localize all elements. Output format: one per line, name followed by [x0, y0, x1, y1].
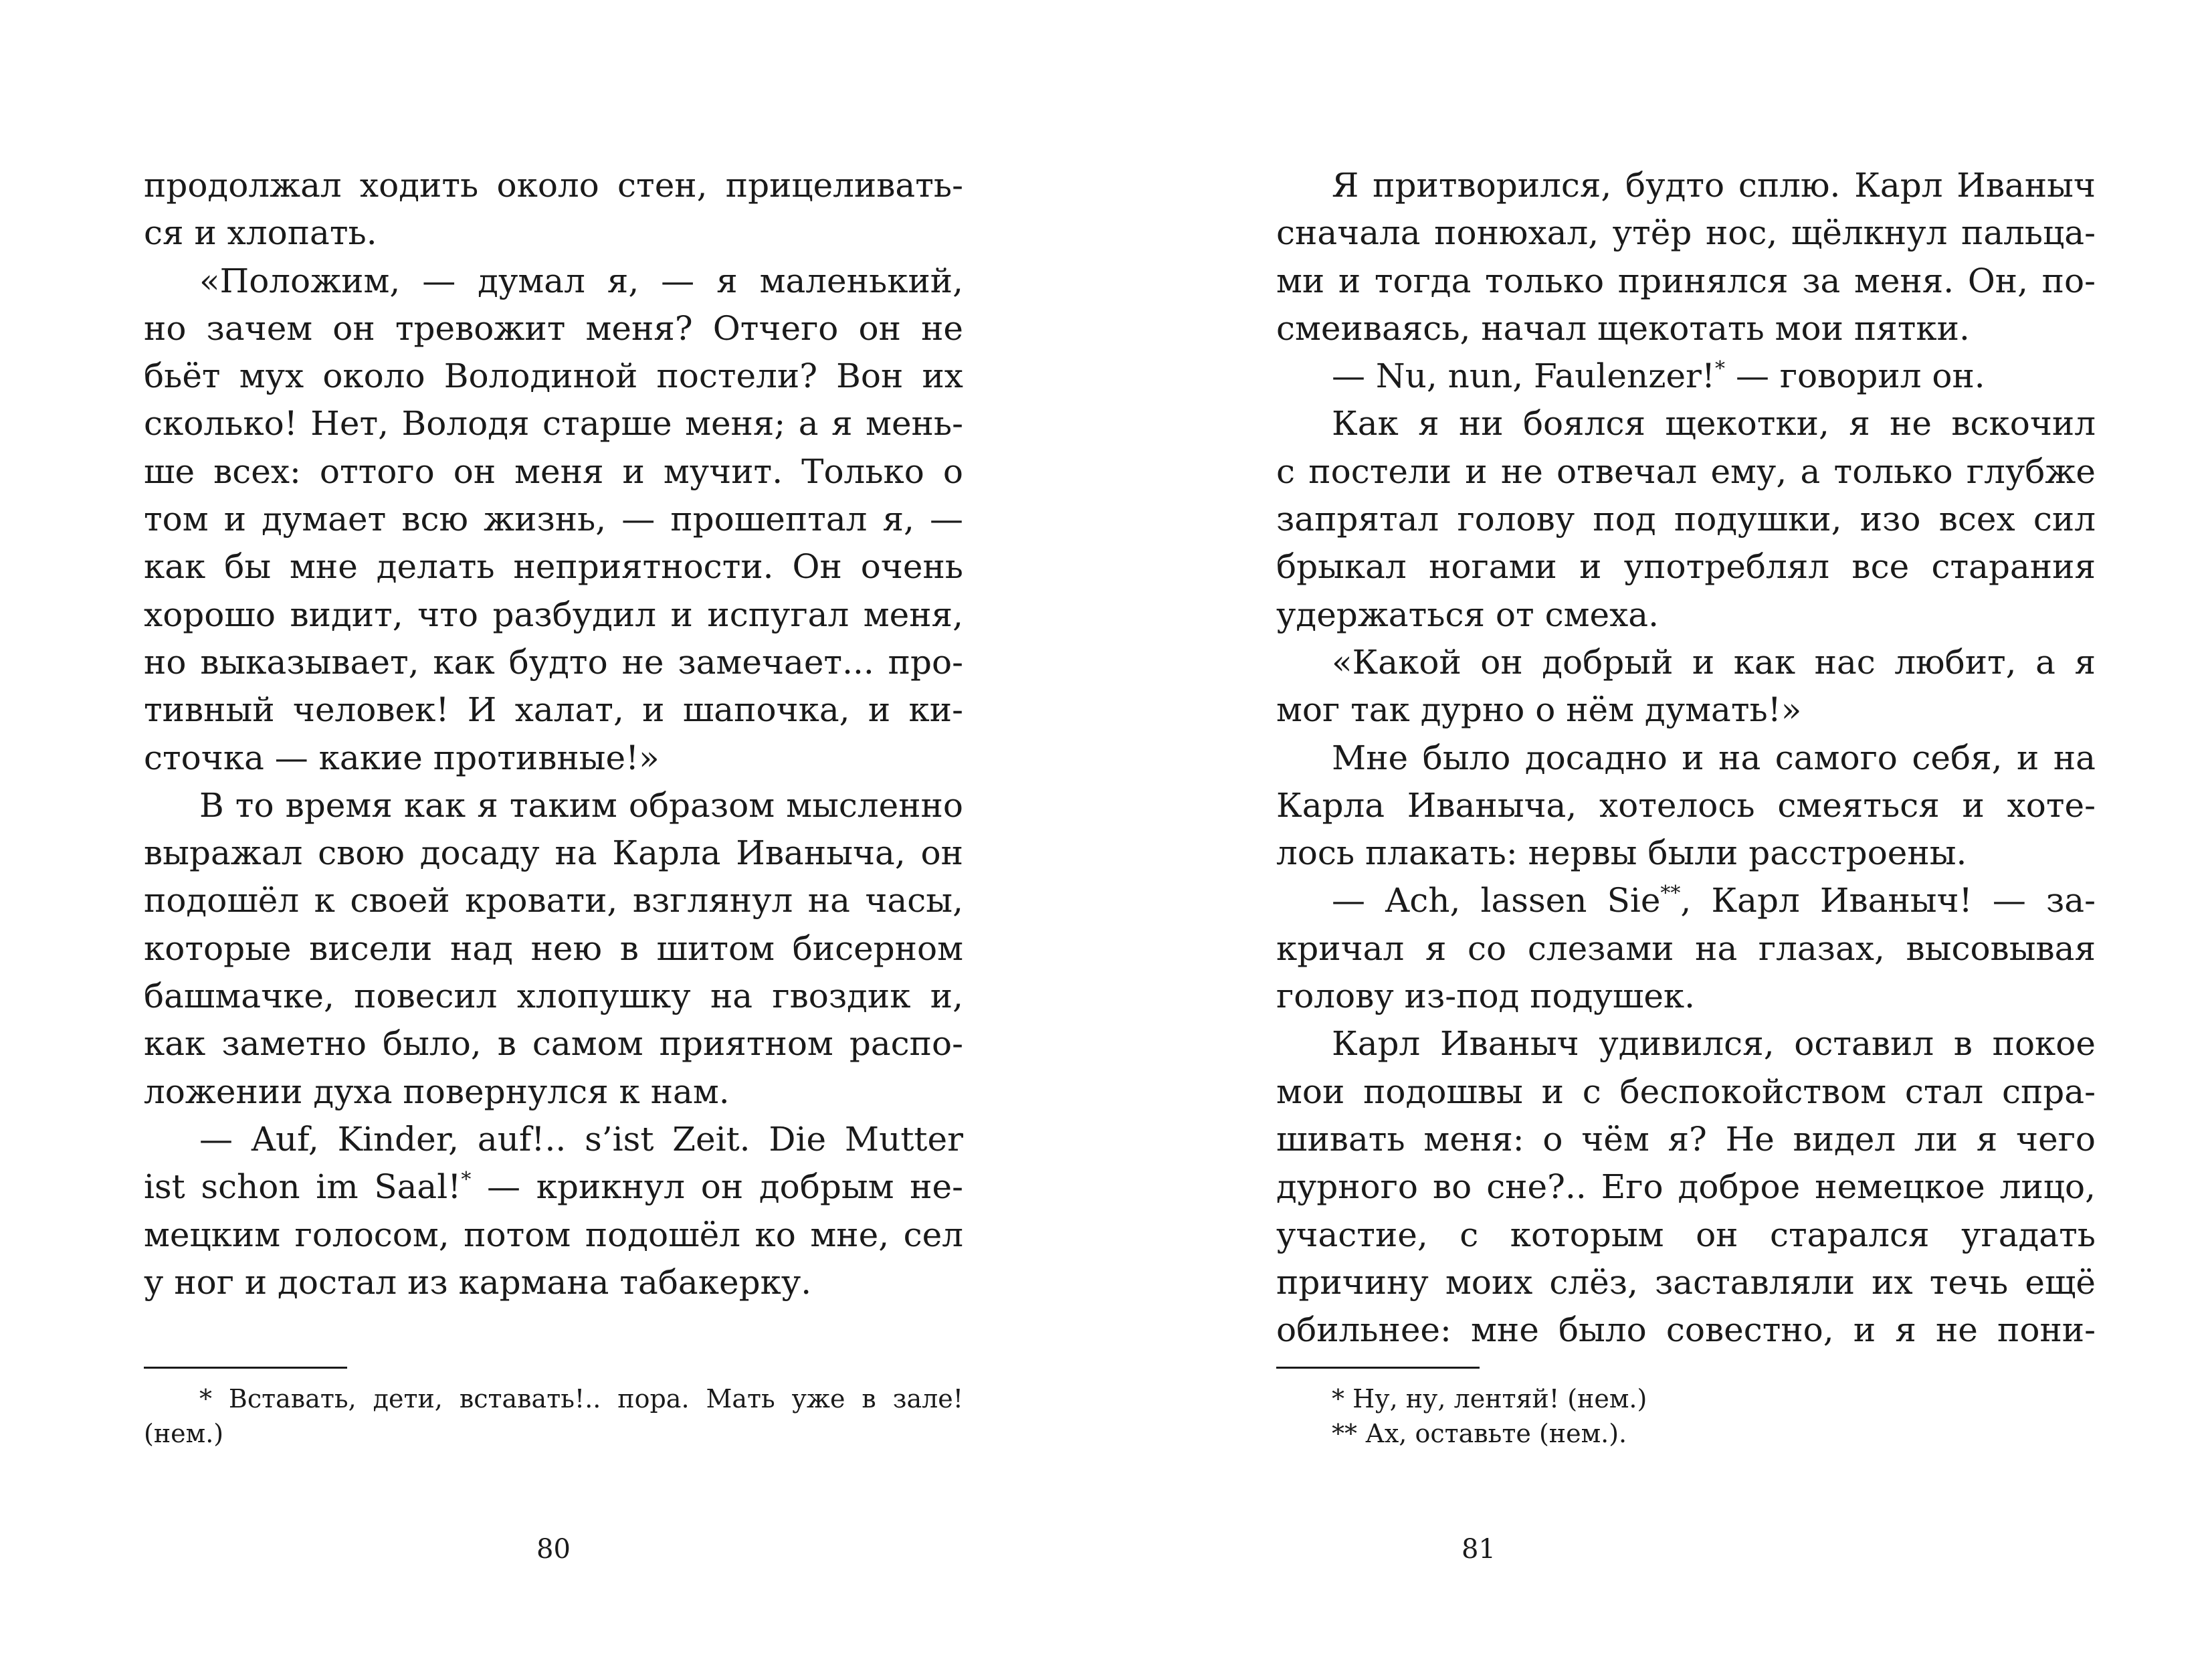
text-line	[1276, 686, 2096, 734]
text-line	[144, 686, 963, 734]
text-line	[1276, 353, 2096, 400]
left-page	[144, 0, 963, 1659]
text-line-text: кричал я со слезами на глазах, высовывая	[1276, 929, 2096, 968]
text-line	[144, 830, 963, 877]
text-line-text: продолжал ходить около стен, прицеливать-	[144, 166, 963, 205]
text-line-text: сточка — какие противные!»	[144, 738, 660, 777]
text-line	[144, 400, 963, 448]
text-line	[1276, 543, 2096, 591]
text-line	[1276, 1116, 2096, 1163]
text-line	[144, 496, 963, 543]
text-line-text: смеиваясь, начал щекотать мои пятки.	[1276, 308, 1970, 348]
text-line	[144, 639, 963, 686]
right-footnotes	[1276, 1381, 2096, 1451]
text-line-text-after-marker: — говорил он.	[1725, 357, 1985, 396]
text-line	[1276, 209, 2096, 257]
text-line	[144, 1116, 963, 1163]
footnote-line-text: * Ну, ну, лентяй! (нем.)	[1332, 1384, 1647, 1413]
text-line-text: сколько! Нет, Володя старше меня; а я мень-	[144, 404, 963, 444]
text-line	[144, 591, 963, 639]
text-line-text: Мне было досадно и на самого себя, и на	[1332, 738, 2096, 777]
text-line-text: «Какой он добрый и как нас любит, а я	[1332, 642, 2096, 682]
text-line-text: голову из-под подушек.	[1276, 977, 1696, 1016]
text-line-text: мои подошвы и с беспокойством стал спра-	[1276, 1072, 2096, 1111]
text-line	[144, 209, 963, 257]
text-line	[1276, 1020, 2096, 1068]
text-line	[144, 258, 963, 305]
footnote-marker: *	[1715, 357, 1726, 381]
footnote-line	[1276, 1416, 2096, 1451]
text-line	[1276, 639, 2096, 686]
text-line-text: обильнее: мне было совестно, и я не пони-	[1276, 1310, 2096, 1350]
footnote-marker: **	[1660, 882, 1681, 906]
text-line	[1276, 305, 2096, 353]
text-line	[1276, 258, 2096, 305]
text-line-text: шивать меня: о чём я? Не видел ли я чего	[1276, 1119, 2096, 1159]
text-line	[144, 162, 963, 209]
text-line	[1276, 782, 2096, 830]
text-line-text: мог так дурно о нём думать!»	[1276, 690, 1802, 730]
text-line-text: мецким голосом, потом подошёл ко мне, сел	[144, 1215, 963, 1254]
footnote-marker: *	[461, 1168, 472, 1192]
text-line	[1276, 877, 2096, 924]
text-line	[1276, 162, 2096, 209]
footnote-line-text: (нем.)	[144, 1419, 224, 1448]
right-page	[1276, 0, 2096, 1659]
footnote-line-text: * Вставать, дети, вставать!.. пора. Мать уже в зале!	[199, 1384, 963, 1413]
text-line-text-after-marker: — крикнул он добрым не-	[471, 1167, 964, 1207]
text-line-text: запрятал голову под подушки, изо всех сил	[1276, 500, 2096, 539]
text-line-text: Карл Иваныч удивился, оставил в покое	[1332, 1024, 2096, 1064]
text-line-text: как бы мне делать неприятности. Он очень	[144, 547, 963, 587]
text-line-text: дурного во сне?.. Его доброе немецкое лицо,	[1276, 1167, 2096, 1207]
text-line	[1276, 448, 2096, 496]
footnote-line	[1276, 1381, 2096, 1416]
text-line-text: ложении духа повернулся к нам.	[144, 1072, 730, 1111]
text-line	[1276, 735, 2096, 782]
text-line-text: — Ach, lassen Sie	[1332, 881, 1661, 920]
text-line-text: подошёл к своей кровати, взглянул на часы,	[144, 881, 963, 920]
text-line	[1276, 496, 2096, 543]
text-line	[144, 1259, 963, 1306]
text-line-text: башмачке, повесил хлопушку на гвоздик и,	[144, 977, 963, 1016]
left-page-number: 80	[536, 1534, 571, 1565]
text-line	[144, 1163, 963, 1211]
text-line	[144, 543, 963, 591]
text-line-text: но зачем он тревожит меня? Отчего он не	[144, 308, 963, 348]
footnote-line	[144, 1381, 963, 1416]
text-line-text: В то время как я таким образом мысленно	[199, 785, 963, 825]
text-line	[144, 1020, 963, 1068]
text-line	[1276, 400, 2096, 448]
text-line-text: у ног и достал из кармана табакерку.	[144, 1262, 812, 1302]
text-line	[144, 353, 963, 400]
text-line-text: брыкал ногами и употреблял все старания	[1276, 547, 2096, 587]
footnote-line-text: ** Ах, оставьте (нем.).	[1332, 1419, 1627, 1448]
text-line	[1276, 1306, 2096, 1354]
text-line	[144, 305, 963, 353]
text-line	[144, 925, 963, 973]
text-line-text: Как я ни боялся щекотки, я не вскочил	[1332, 404, 2096, 444]
text-line-text: том и думает всю жизнь, — прошептал я, —	[144, 500, 963, 539]
text-line	[144, 448, 963, 496]
text-line-text: «Положим, — думал я, — я маленький,	[199, 261, 963, 300]
text-line-text: тивный человек! И халат, и шапочка, и ки-	[144, 690, 963, 730]
text-line	[144, 877, 963, 924]
text-line-text: — Auf, Kinder, auf!.. s’ist Zeit. Die Mutter	[199, 1119, 963, 1159]
text-line-text: которые висели над нею в шитом бисерном	[144, 929, 963, 968]
text-line-text: как заметно было, в самом приятном распо-	[144, 1024, 963, 1064]
text-line	[1276, 591, 2096, 639]
text-line-text: но выказывает, как будто не замечает... про-	[144, 642, 963, 682]
text-line-text: ше всех: оттого он меня и мучит. Только о	[144, 452, 963, 491]
text-line	[144, 1211, 963, 1259]
text-line	[1276, 1068, 2096, 1116]
text-line-text: — Nu, nun, Faulenzer!	[1332, 357, 1716, 396]
text-line-text-after-marker: , Карл Иваныч! — за-	[1680, 881, 2096, 920]
right-page-number: 81	[1462, 1534, 1496, 1565]
text-line-text: ми и тогда только принялся за меня. Он, по-	[1276, 261, 2096, 300]
text-line-text: лось плакать: нервы были расстроены.	[1276, 834, 1967, 873]
text-line	[1276, 973, 2096, 1020]
text-line-text: участие, с которым он старался угадать	[1276, 1215, 2096, 1254]
text-line	[1276, 1163, 2096, 1211]
text-line-text: хорошо видит, что разбудил и испугал меня,	[144, 595, 963, 634]
text-line-text: Карла Иваныча, хотелось смеяться и хоте-	[1276, 785, 2096, 825]
text-line-text: ся и хлопать.	[144, 213, 377, 253]
text-line-text: причину моих слёз, заставляли их течь ещё	[1276, 1262, 2096, 1302]
text-line	[144, 973, 963, 1020]
left-footnotes	[144, 1381, 963, 1451]
text-line	[1276, 830, 2096, 877]
right-footnote-rule	[1276, 1367, 1480, 1369]
left-page-body-text	[144, 162, 963, 1306]
text-line-text: Я притворился, будто сплю. Карл Иваныч	[1332, 166, 2096, 205]
text-line	[1276, 925, 2096, 973]
text-line-text: бьёт мух около Володиной постели? Вон их	[144, 357, 963, 396]
text-line	[144, 735, 963, 782]
right-page-body-text	[1276, 162, 2096, 1354]
text-line-text: ist schon im Saal!	[144, 1167, 462, 1207]
text-line	[1276, 1211, 2096, 1259]
text-line	[144, 782, 963, 830]
text-line-text: с постели и не отвечал ему, а только глубже	[1276, 452, 2096, 491]
text-line-text: сначала понюхал, утёр нос, щёлкнул пальца-	[1276, 213, 2096, 253]
text-line	[144, 1068, 963, 1116]
left-footnote-rule	[144, 1367, 347, 1369]
text-line	[1276, 1259, 2096, 1306]
text-line-text: выражал свою досаду на Карла Иваныча, он	[144, 834, 963, 873]
footnote-line	[144, 1416, 963, 1451]
text-line-text: удержаться от смеха.	[1276, 595, 1659, 634]
